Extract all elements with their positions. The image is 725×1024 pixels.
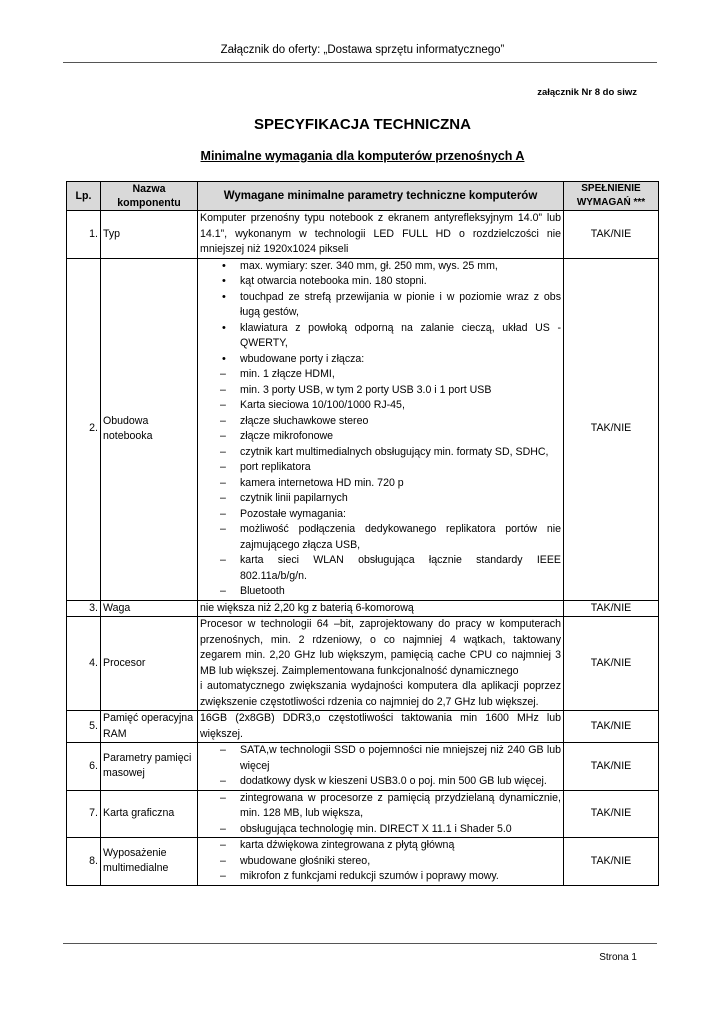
compliance-value: TAK/NIE — [564, 211, 659, 259]
list-item: • touchpad ze strefą przewijania w pionie i w poziomie wraz z obs ługą gestów, — [240, 290, 561, 321]
table-header-row — [67, 182, 659, 211]
dash-list — [200, 743, 561, 790]
requirement-text: Komputer przenośny typu notebook z ekranem antyrefleksyjnym 14.0” lub 14.1”, wykonanym w technologii LED FULL HD o rozdzielczości nie mniejszej niż 1920x1024 pikseli — [198, 211, 564, 259]
list-item: • wbudowane porty i złącza: — [240, 352, 561, 368]
component-name: Wyposażenie multimedialne — [101, 838, 198, 886]
footer-divider — [63, 943, 657, 944]
row-number: 8. — [67, 838, 101, 886]
list-item: – złącze słuchawkowe stereo — [240, 414, 561, 430]
row-number: 7. — [67, 790, 101, 838]
requirement-paragraph: i automatycznego zwiększania wydajności komputera dla aplikacji poprzez zwiększenie częstotliwości rdzenia co najmniej do 2,7 GHz lub większej. — [200, 680, 561, 708]
requirement-list — [198, 838, 564, 886]
spec-table — [66, 181, 659, 886]
component-name: Procesor — [101, 617, 198, 711]
list-item: – mikrofon z funkcjami redukcji szumów i poprawy mowy. — [240, 869, 561, 885]
compliance-value: TAK/NIE — [564, 600, 659, 617]
compliance-value: TAK/NIE — [564, 790, 659, 838]
header-compliance: SPEŁNIENIE WYMAGAŃ *** — [564, 182, 659, 211]
annex-label: załącznik Nr 8 do siwz — [537, 87, 637, 98]
list-item: – Pozostałe wymagania: — [240, 507, 561, 523]
list-item: – czytnik kart multimedialnych obsługujący min. formaty SD, SDHC, — [240, 445, 561, 461]
header-lp: Lp. — [67, 182, 101, 211]
component-name: Parametry pamięci masowej — [101, 743, 198, 791]
dash-list — [200, 367, 561, 600]
requirement-list — [198, 258, 564, 600]
compliance-value: TAK/NIE — [564, 838, 659, 886]
table-row — [67, 743, 659, 791]
list-item: – dodatkowy dysk w kieszeni USB3.0 o poj. min 500 GB lub więcej. — [240, 774, 561, 790]
list-item: • max. wymiary: szer. 340 mm, gł. 250 mm, wys. 25 mm, — [240, 259, 561, 275]
table-row — [67, 790, 659, 838]
compliance-value: TAK/NIE — [564, 258, 659, 600]
list-item: – karta dźwiękowa zintegrowana z płytą główną — [240, 838, 561, 854]
table-row — [67, 211, 659, 259]
header-requirements: Wymagane minimalne parametry techniczne komputerów — [198, 182, 564, 211]
component-name: Typ — [101, 211, 198, 259]
header-name: Nazwa komponentu — [101, 182, 198, 211]
compliance-value: TAK/NIE — [564, 711, 659, 743]
component-name: Karta graficzna — [101, 790, 198, 838]
dash-list — [200, 838, 561, 885]
compliance-value: TAK/NIE — [564, 617, 659, 711]
list-item: – złącze mikrofonowe — [240, 429, 561, 445]
requirement-paragraph: Procesor w technologii 64 –bit, zaprojektowany do pracy w komputerach przenośnych, min. 2 rdzeniowy, o co najmniej 4 wątkach, taktowany zegarem min. 2,20 GHz lub większym, pamięcią cache CPU co najmniej 3 MB lub większej. Zaimplementowana funkcjonalność dynamicznego — [200, 618, 561, 677]
document-subtitle: Minimalne wymagania dla komputerów przenośnych A — [200, 149, 525, 163]
row-number: 6. — [67, 743, 101, 791]
page-number: Strona 1 — [599, 952, 637, 963]
list-item: – Karta sieciowa 10/100/1000 RJ-45, — [240, 398, 561, 414]
table-row — [67, 617, 659, 711]
row-number: 1. — [67, 211, 101, 259]
list-item: – możliwość podłączenia dedykowanego replikatora portów nie zajmującego złącza USB, — [240, 522, 561, 553]
dash-list — [200, 791, 561, 838]
row-number: 2. — [67, 258, 101, 600]
requirement-list — [198, 790, 564, 838]
bullet-list — [200, 259, 561, 368]
list-item: – SATA,w technologii SSD o pojemności nie mniejszej niż 240 GB lub więcej — [240, 743, 561, 774]
header-divider — [63, 62, 657, 63]
requirement-text — [198, 617, 564, 711]
component-name: Pamięć operacyjna RAM — [101, 711, 198, 743]
table-row — [67, 838, 659, 886]
list-item: – obsługująca technologię min. DIRECT X 11.1 i Shader 5.0 — [240, 822, 561, 838]
row-number: 4. — [67, 617, 101, 711]
compliance-value: TAK/NIE — [564, 743, 659, 791]
requirement-text: nie większa niż 2,20 kg z baterią 6-komorową — [198, 600, 564, 617]
row-number: 3. — [67, 600, 101, 617]
list-item: – min. 1 złącze HDMI, — [240, 367, 561, 383]
table-row — [67, 258, 659, 600]
row-number: 5. — [67, 711, 101, 743]
list-item: • klawiatura z powłoką odporną na zalanie cieczą, układ US - QWERTY, — [240, 321, 561, 352]
requirement-list — [198, 743, 564, 791]
list-item: – zintegrowana w procesorze z pamięcią przydzielaną dynamicznie, min. 128 MB, lub większa, — [240, 791, 561, 822]
list-item: – karta sieci WLAN obsługująca łącznie standardy IEEE 802.11a/b/g/n. — [240, 553, 561, 584]
table-row — [67, 600, 659, 617]
list-item: – czytnik linii papilarnych — [240, 491, 561, 507]
component-name: Waga — [101, 600, 198, 617]
document-title: SPECYFIKACJA TECHNICZNA — [254, 116, 471, 133]
list-item: – Bluetooth — [240, 584, 561, 600]
page-header: Załącznik do oferty: „Dostawa sprzętu informatycznego” — [220, 44, 505, 56]
component-name: Obudowa notebooka — [101, 258, 198, 600]
list-item: – port replikatora — [240, 460, 561, 476]
list-item: – min. 3 porty USB, w tym 2 porty USB 3.0 i 1 port USB — [240, 383, 561, 399]
list-item: • kąt otwarcia notebooka min. 180 stopni. — [240, 274, 561, 290]
list-item: – kamera internetowa HD min. 720 p — [240, 476, 561, 492]
list-item: – wbudowane głośniki stereo, — [240, 854, 561, 870]
table-row — [67, 711, 659, 743]
requirement-text: 16GB (2x8GB) DDR3,o częstotliwości taktowania min 1600 MHz lub większej. — [198, 711, 564, 743]
